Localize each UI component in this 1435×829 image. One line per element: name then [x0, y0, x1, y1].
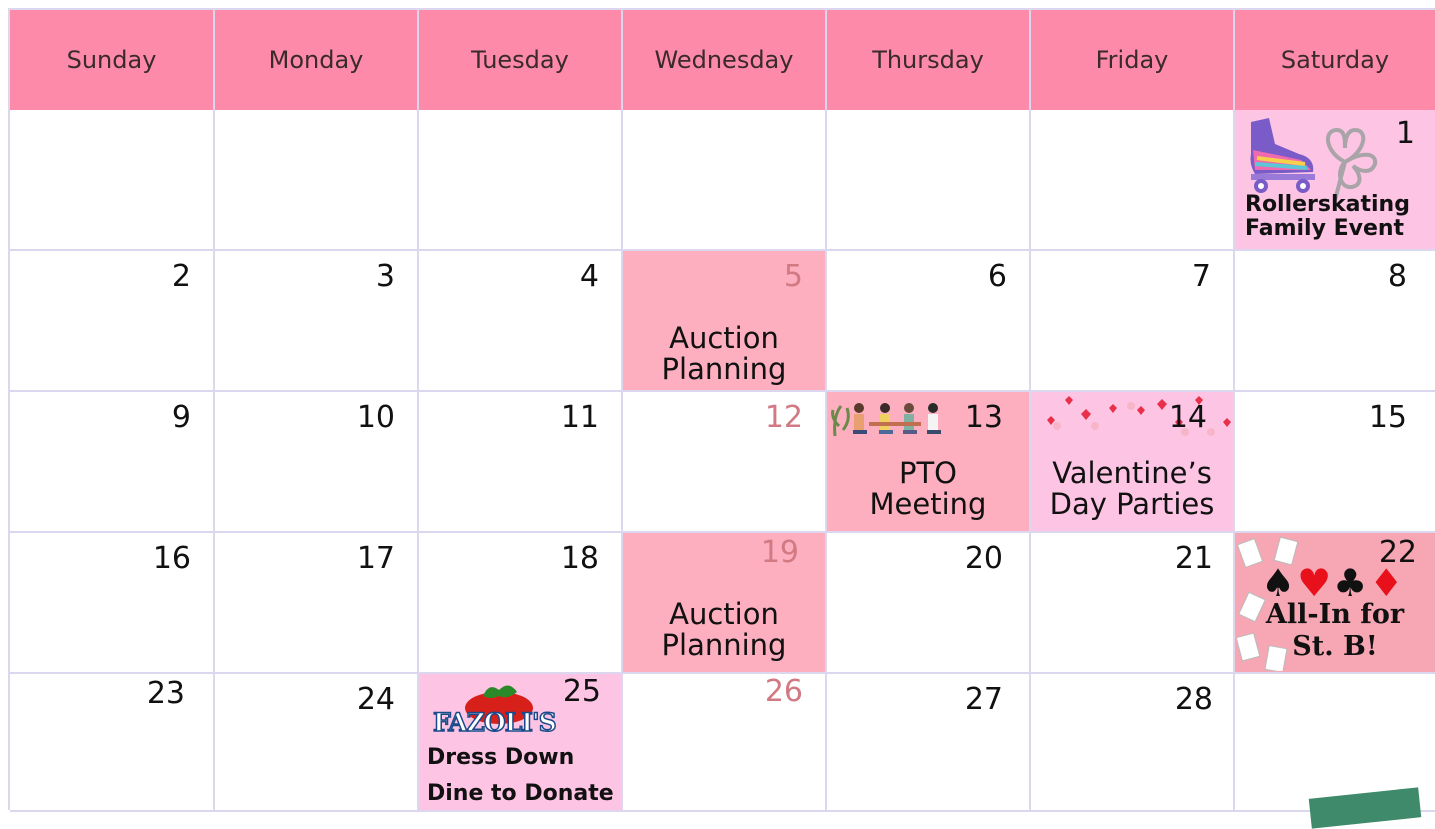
- day-cell-27[interactable]: [827, 674, 1031, 812]
- day-number: 16: [152, 541, 191, 576]
- day-number: 23: [146, 676, 185, 711]
- weekday-header: [827, 10, 1031, 110]
- empty-day-cell: [419, 110, 623, 251]
- day-cell-2[interactable]: [10, 251, 215, 392]
- clover-icon: [1305, 122, 1385, 200]
- day-number: 17: [356, 541, 395, 576]
- day-number: 22: [1378, 535, 1417, 570]
- day-cell-14[interactable]: [1031, 392, 1235, 533]
- weekday-label: Saturday: [1280, 46, 1390, 74]
- day-cell-28[interactable]: [1031, 674, 1235, 812]
- day-number: 19: [760, 535, 799, 570]
- day-cell-19[interactable]: [623, 533, 827, 674]
- event-title: Rollerskating Family Event: [1245, 192, 1410, 241]
- event-title: Valentine’s Day Parties: [1049, 456, 1215, 521]
- fazolis-logo: FAZOLI'S: [433, 708, 556, 737]
- day-cell-5[interactable]: [623, 251, 827, 392]
- day-number: 20: [964, 541, 1003, 576]
- day-number: 21: [1174, 541, 1213, 576]
- day-number: 4: [579, 259, 599, 294]
- event-title: Dress Down Dine to Donate: [427, 745, 614, 806]
- event-title: Auction Planning: [661, 597, 787, 662]
- empty-day-cell: [10, 110, 215, 251]
- weekday-label: Thursday: [872, 46, 984, 74]
- day-cell-8[interactable]: [1235, 251, 1435, 392]
- empty-day-cell: [623, 110, 827, 251]
- meeting-people-icon: [829, 396, 947, 444]
- day-cell-10[interactable]: [215, 392, 419, 533]
- day-number: 6: [987, 259, 1007, 294]
- day-number: 2: [171, 259, 191, 294]
- weekday-header: [1031, 10, 1235, 110]
- day-cell-11[interactable]: [419, 392, 623, 533]
- day-cell-1[interactable]: [1235, 110, 1435, 251]
- day-number: 12: [764, 400, 803, 435]
- day-number: 27: [964, 682, 1003, 717]
- empty-day-cell: [827, 110, 1031, 251]
- weekday-label: Tuesday: [471, 46, 569, 74]
- day-cell-9[interactable]: [10, 392, 215, 533]
- day-cell-21[interactable]: [1031, 533, 1235, 674]
- weekday-header: [623, 10, 827, 110]
- card-suits-icon: ♠♥♣♦: [1261, 561, 1406, 605]
- weekday-label: Sunday: [66, 46, 157, 74]
- day-cell-22[interactable]: [1235, 533, 1435, 674]
- day-cell-4[interactable]: [419, 251, 623, 392]
- weekday-label: Friday: [1095, 46, 1169, 74]
- day-cell-23[interactable]: [10, 674, 215, 812]
- day-number: 11: [560, 400, 599, 435]
- day-cell-18[interactable]: [419, 533, 623, 674]
- day-cell-17[interactable]: [215, 533, 419, 674]
- day-cell-20[interactable]: [827, 533, 1031, 674]
- day-number: 25: [562, 674, 601, 709]
- day-number: 24: [356, 682, 395, 717]
- empty-day-cell: [1031, 110, 1235, 251]
- day-cell-15[interactable]: [1235, 392, 1435, 533]
- day-number: 28: [1174, 682, 1213, 717]
- weekday-header: [1235, 10, 1435, 110]
- day-number: 15: [1368, 400, 1407, 435]
- day-cell-16[interactable]: [10, 533, 215, 674]
- day-cell-7[interactable]: [1031, 251, 1235, 392]
- empty-day-cell: [215, 110, 419, 251]
- event-title: Auction Planning: [661, 321, 787, 386]
- day-number: 7: [1191, 259, 1211, 294]
- day-number: 5: [783, 259, 803, 294]
- calendar-grid: [8, 8, 1435, 810]
- day-number: 8: [1387, 259, 1407, 294]
- day-cell-13[interactable]: [827, 392, 1031, 533]
- day-cell-26[interactable]: [623, 674, 827, 812]
- day-cell-25[interactable]: [419, 674, 623, 812]
- day-number: 18: [560, 541, 599, 576]
- day-number: 3: [375, 259, 395, 294]
- day-number: 13: [964, 400, 1003, 435]
- day-cell-6[interactable]: [827, 251, 1031, 392]
- day-number: 9: [171, 400, 191, 435]
- weekday-header: [215, 10, 419, 110]
- day-cell-24[interactable]: [215, 674, 419, 812]
- day-number: 26: [764, 674, 803, 709]
- day-number: 1: [1395, 116, 1415, 151]
- weekday-header: [10, 10, 215, 110]
- day-cell-12[interactable]: [623, 392, 827, 533]
- weekday-header: [419, 10, 623, 110]
- day-number: 10: [356, 400, 395, 435]
- day-number: 14: [1168, 400, 1207, 435]
- event-title: All-In for St. B!: [1265, 599, 1405, 662]
- event-title: PTO Meeting: [869, 456, 987, 521]
- weekday-label: Wednesday: [654, 46, 794, 74]
- weekday-label: Monday: [268, 46, 364, 74]
- day-cell-3[interactable]: [215, 251, 419, 392]
